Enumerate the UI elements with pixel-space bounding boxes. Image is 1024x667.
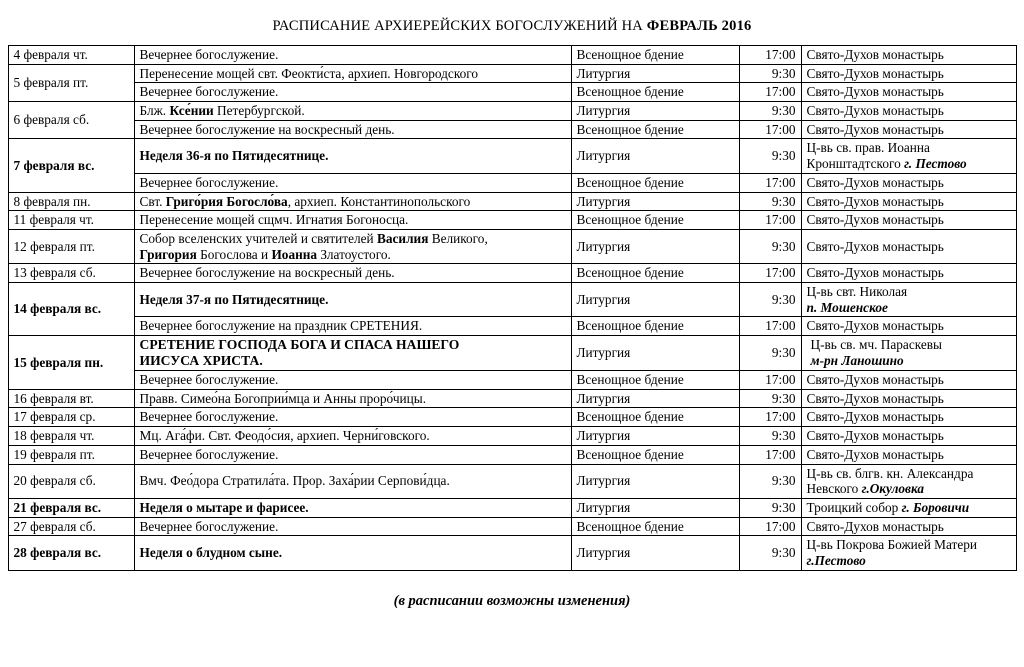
cell-location xyxy=(801,445,1016,464)
cell-service-type: Литургия xyxy=(571,192,739,211)
cell-time: 17:00 xyxy=(739,317,801,336)
cell-location xyxy=(801,64,1016,83)
table-row xyxy=(8,120,1016,139)
cell-date: 27 февраля сб. xyxy=(8,517,134,536)
cell-date: 14 февраля вс. xyxy=(8,282,134,335)
cell-service-type: Литургия xyxy=(571,336,739,371)
cell-description: Вмч. Фео́дора Стратила́та. Прор. Заха́рии Серпови́дца. xyxy=(134,464,571,498)
cell-location xyxy=(801,517,1016,536)
table-row xyxy=(8,192,1016,211)
location-line: Свято-Духов монастырь xyxy=(806,518,944,534)
cell-location xyxy=(801,464,1016,498)
cell-description: Вечернее богослужение на воскресный день. xyxy=(134,264,571,283)
table-row xyxy=(8,517,1016,536)
cell-service-type: Литургия xyxy=(571,389,739,408)
cell-location xyxy=(801,211,1016,230)
cell-description: Вечернее богослужение. xyxy=(134,445,571,464)
table-row xyxy=(8,336,1016,371)
cell-description: Правв. Симео́на Богоприи́мца и Анны проро́чицы. xyxy=(134,389,571,408)
cell-date: 8 февраля пн. xyxy=(8,192,134,211)
cell-description: Неделя о блудном сыне. xyxy=(134,536,571,570)
cell-time: 9:30 xyxy=(739,498,801,517)
cell-service-type: Всенощное бдение xyxy=(571,83,739,102)
cell-time: 17:00 xyxy=(739,211,801,230)
location-line: Свято-Духов монастырь xyxy=(806,174,944,190)
table-row xyxy=(8,389,1016,408)
location-line: Свято-Духов монастырь xyxy=(806,409,944,425)
cell-description: Неделя 36-я по Пятидесятнице. xyxy=(134,139,571,173)
cell-date: 21 февраля вс. xyxy=(8,498,134,517)
schedule-table xyxy=(8,45,1017,571)
location-line: Кронштадтского г. Пестово xyxy=(806,156,967,172)
cell-location xyxy=(801,192,1016,211)
cell-location xyxy=(801,427,1016,446)
table-row xyxy=(8,536,1016,570)
cell-description: Неделя о мытаре и фарисее. xyxy=(134,498,571,517)
cell-location xyxy=(801,336,1016,371)
cell-date: 11 февраля чт. xyxy=(8,211,134,230)
location-line: Невского г.Окуловка xyxy=(806,481,925,497)
cell-time: 17:00 xyxy=(739,408,801,427)
cell-location xyxy=(801,83,1016,102)
table-row xyxy=(8,282,1016,316)
cell-time: 17:00 xyxy=(739,517,801,536)
location-line: Свято-Духов монастырь xyxy=(806,212,944,228)
location-line: Ц-вь Покрова Божией Матери xyxy=(806,537,977,553)
cell-time: 17:00 xyxy=(739,46,801,65)
cell-service-type: Литургия xyxy=(571,464,739,498)
table-row xyxy=(8,464,1016,498)
cell-service-type: Литургия xyxy=(571,427,739,446)
table-row xyxy=(8,46,1016,65)
cell-description: Неделя 37-я по Пятидесятнице. xyxy=(134,282,571,316)
cell-description: Перенесение мощей сщмч. Игнатия Богоносца. xyxy=(134,211,571,230)
table-row xyxy=(8,139,1016,173)
footer-note: (в расписании возможны изменения) xyxy=(393,592,631,609)
cell-time: 9:30 xyxy=(739,389,801,408)
cell-service-type: Всенощное бдение xyxy=(571,120,739,139)
table-row xyxy=(8,408,1016,427)
cell-time: 17:00 xyxy=(739,445,801,464)
cell-service-type: Литургия xyxy=(571,536,739,570)
table-row xyxy=(8,427,1016,446)
table-row xyxy=(8,102,1016,121)
cell-description: Вечернее богослужение. xyxy=(134,517,571,536)
cell-description: Мц. Ага́фи. Свт. Феодо́сия, архиеп. Черни́говского. xyxy=(134,427,571,446)
cell-location xyxy=(801,536,1016,570)
cell-description: СРЕТЕНИЕ ГОСПОДА БОГА И СПАСА НАШЕГО ИИСУСА ХРИСТА. xyxy=(134,336,571,371)
location-line: Свято-Духов монастырь xyxy=(806,372,944,388)
cell-time: 9:30 xyxy=(739,64,801,83)
cell-service-type: Литургия xyxy=(571,498,739,517)
cell-service-type: Всенощное бдение xyxy=(571,264,739,283)
cell-location xyxy=(801,102,1016,121)
table-row xyxy=(8,211,1016,230)
cell-description: Вечернее богослужение. xyxy=(134,83,571,102)
table-row xyxy=(8,264,1016,283)
table-row xyxy=(8,445,1016,464)
cell-description: Свт. Григо́рия Богосло́ва, архиеп. Константинопольского xyxy=(134,192,571,211)
cell-location xyxy=(801,498,1016,517)
location-line: Свято-Духов монастырь xyxy=(806,265,944,281)
location-line: Свято-Духов монастырь xyxy=(806,193,944,209)
cell-time: 9:30 xyxy=(739,229,801,263)
table-row xyxy=(8,371,1016,390)
table-row xyxy=(8,317,1016,336)
location-line: Свято-Духов монастырь xyxy=(806,121,944,137)
cell-date: 12 февраля пт. xyxy=(8,229,134,263)
location-line: Свято-Духов монастырь xyxy=(806,428,944,444)
cell-time: 9:30 xyxy=(739,427,801,446)
cell-time: 9:30 xyxy=(739,536,801,570)
cell-date: 15 февраля пн. xyxy=(8,336,134,390)
page-title-text: РАСПИСАНИЕ АРХИЕРЕЙСКИХ БОГОСЛУЖЕНИЙ НА xyxy=(272,18,647,34)
location-line: Ц-вь св. мч. Параскевы xyxy=(810,337,942,353)
cell-location xyxy=(801,120,1016,139)
cell-location xyxy=(801,264,1016,283)
cell-date: 7 февраля вс. xyxy=(8,139,134,192)
cell-date: 5 февраля пт. xyxy=(8,64,134,101)
table-row xyxy=(8,498,1016,517)
cell-date: 6 февраля сб. xyxy=(8,102,134,139)
cell-time: 17:00 xyxy=(739,173,801,192)
cell-date: 18 февраля чт. xyxy=(8,427,134,446)
cell-time: 17:00 xyxy=(739,83,801,102)
cell-description: Вечернее богослужение на воскресный день. xyxy=(134,120,571,139)
cell-description: Вечернее богослужение. xyxy=(134,408,571,427)
cell-service-type: Всенощное бдение xyxy=(571,445,739,464)
location-line: Свято-Духов монастырь xyxy=(806,446,944,462)
cell-time: 9:30 xyxy=(739,464,801,498)
cell-time: 9:30 xyxy=(739,282,801,316)
cell-service-type: Литургия xyxy=(571,102,739,121)
cell-location xyxy=(801,408,1016,427)
cell-description: Вечернее богослужение. xyxy=(134,46,571,65)
location-line: Свято-Духов монастырь xyxy=(806,390,944,406)
cell-location xyxy=(801,317,1016,336)
cell-date: 17 февраля ср. xyxy=(8,408,134,427)
location-line: Свято-Духов монастырь xyxy=(806,238,944,254)
cell-date: 13 февраля сб. xyxy=(8,264,134,283)
cell-time: 9:30 xyxy=(739,336,801,371)
cell-service-type: Литургия xyxy=(571,282,739,316)
cell-location xyxy=(801,46,1016,65)
location-line: Свято-Духов монастырь xyxy=(806,65,944,81)
cell-description: Вечернее богослужение. xyxy=(134,371,571,390)
location-line: п. Мошенское xyxy=(806,299,888,315)
table-row xyxy=(8,64,1016,83)
cell-service-type: Всенощное бдение xyxy=(571,517,739,536)
cell-time: 17:00 xyxy=(739,264,801,283)
table-row xyxy=(8,173,1016,192)
table-row xyxy=(8,83,1016,102)
cell-time: 17:00 xyxy=(739,120,801,139)
cell-service-type: Литургия xyxy=(571,139,739,173)
location-line: Свято-Духов монастырь xyxy=(806,47,944,62)
cell-service-type: Всенощное бдение xyxy=(571,46,739,65)
cell-location xyxy=(801,229,1016,263)
cell-date: 4 февраля чт. xyxy=(8,46,134,65)
location-line: Ц-вь свт. Николая xyxy=(806,283,908,299)
location-line: Ц-вь св. прав. Иоанна xyxy=(806,140,930,156)
cell-time: 9:30 xyxy=(739,192,801,211)
cell-location xyxy=(801,139,1016,173)
cell-description: Перенесение мощей свт. Феокти́ста, архиеп. Новгородского xyxy=(134,64,571,83)
cell-service-type: Всенощное бдение xyxy=(571,173,739,192)
cell-service-type: Всенощное бдение xyxy=(571,371,739,390)
table-row xyxy=(8,229,1016,263)
cell-date: 19 февраля пт. xyxy=(8,445,134,464)
cell-service-type: Всенощное бдение xyxy=(571,408,739,427)
location-line: Свято-Духов монастырь xyxy=(806,318,944,334)
location-line: г.Пестово xyxy=(806,552,866,568)
cell-time: 9:30 xyxy=(739,139,801,173)
cell-location xyxy=(801,389,1016,408)
location-line: Свято-Духов монастырь xyxy=(806,103,944,119)
cell-date: 16 февраля вт. xyxy=(8,389,134,408)
cell-time: 9:30 xyxy=(739,102,801,121)
location-line: Троицкий собор г. Боровичи xyxy=(806,499,970,515)
location-line: м-рн Ланошино xyxy=(810,353,904,369)
cell-date: 20 февраля сб. xyxy=(8,464,134,498)
cell-time: 17:00 xyxy=(739,371,801,390)
cell-location xyxy=(801,173,1016,192)
page-title-month: ФЕВРАЛЬ 2016 xyxy=(646,18,752,34)
cell-service-type: Литургия xyxy=(571,229,739,263)
cell-description: Вечернее богослужение на праздник СРЕТЕНИЯ. xyxy=(134,317,571,336)
cell-date: 28 февраля вс. xyxy=(8,536,134,570)
cell-description: Вечернее богослужение. xyxy=(134,173,571,192)
cell-location xyxy=(801,371,1016,390)
cell-description: Блж. Ксе́нии Петербургской. xyxy=(134,102,571,121)
cell-service-type: Всенощное бдение xyxy=(571,211,739,230)
location-line: Свято-Духов монастырь xyxy=(806,84,944,100)
page-title xyxy=(0,0,1024,45)
location-line: Ц-вь св. блгв. кн. Александра xyxy=(806,465,974,481)
cell-description: Собор вселенских учителей и святителей Василия Великого, Григория Богослова и Иоанна Златоустого. xyxy=(134,229,571,263)
cell-service-type: Литургия xyxy=(571,64,739,83)
cell-service-type: Всенощное бдение xyxy=(571,317,739,336)
schedule-body xyxy=(8,46,1016,571)
cell-location xyxy=(801,282,1016,316)
